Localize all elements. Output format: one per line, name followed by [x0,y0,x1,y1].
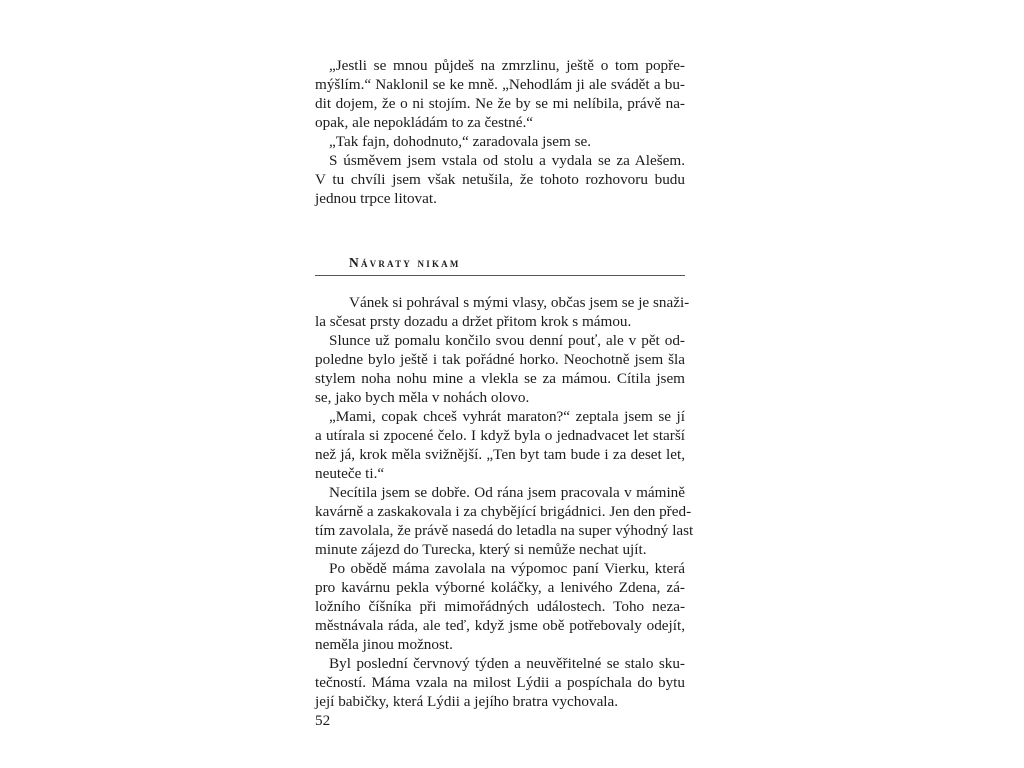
text-line: mýšlím.“ Naklonil se ke mně. „Nehodlám ji ale svádět a bu- [315,76,685,93]
heading-rule [315,275,685,276]
text-line: její babičky, která Lýdii a jejího bratra vychovala. [315,693,619,710]
text-line: Po obědě máma zavolala na výpomoc paní Vierku, která [329,560,685,577]
text-line: neměla jinou možnost. [315,636,453,653]
text-line: se, jako bych měla v nohách olovo. [315,389,530,406]
text-line: „Jestli se mnou půjdeš na zmrzlinu, ještě o tom popře- [329,57,685,74]
page-number: 52 [315,712,331,729]
text-line: Necítila jsem se dobře. Od rána jsem pracovala v mámině [329,484,685,501]
text-line: dit dojem, že o ni stojím. Ne že by se mi nelíbila, právě na- [315,95,685,112]
text-line: ložního číšníka při mimořádných událostech. Toho neza- [315,598,685,615]
book-page [315,56,694,746]
text-line: minute zájezd do Turecka, který si nemůže nechat ujít. [315,541,647,558]
text-line: Vánek si pohrával s mými vlasy, občas jsem se je snaži- [349,294,690,311]
chapter-title: Návraty nikam [349,255,461,270]
text-line: a utírala si zpocené čelo. I když byla o jednadvacet let starší [315,427,685,444]
text-line: S úsměvem jsem vstala od stolu a vydala se za Alešem. [329,152,685,169]
text-line: kavárně a zaskakovala i za chybějící brigádnici. Jen den před- [315,503,692,520]
text-line: tečností. Máma vzala na milost Lýdii a pospíchala do bytu [315,674,685,691]
text-line: opak, ale nepokládám to za čestné.“ [315,114,534,131]
text-line: než já, krok měla svižnější. „Ten byt tam bude i za deset let, [315,446,685,463]
text-line: městnávala ráda, ale teď, když jsme obě potřebovaly odejít, [315,617,685,634]
text-line: „Tak fajn, dohodnuto,“ zaradovala jsem se. [329,133,592,150]
text-line: Slunce už pomalu končilo svou denní pouť, ale v pět od- [329,332,685,349]
text-line: poledne bylo ještě i tak pořádné horko. Neochotně jsem šla [315,351,685,368]
text-line: la sčesat prsty dozadu a držet přitom krok s mámou. [315,313,632,330]
text-line: „Mami, copak chceš vyhrát maraton?“ zeptala jsem se jí [329,408,685,425]
text-line: stylem noha nohu mine a vlekla se za mámou. Cítila jsem [315,370,685,387]
text-line: neuteče ti.“ [315,465,385,482]
text-line: Byl poslední červnový týden a neuvěřitelné se stalo sku- [329,655,685,672]
text-line: tím zavolala, že právě nasedá do letadla na super výhodný last [315,522,694,539]
text-line: jednou trpce litovat. [315,190,437,207]
text-line: V tu chvíli jsem však netušila, že tohoto rozhovoru budu [315,171,685,188]
text-line: pro kavárnu pekla výborné koláčky, a lenivého Zdena, zá- [315,579,685,596]
